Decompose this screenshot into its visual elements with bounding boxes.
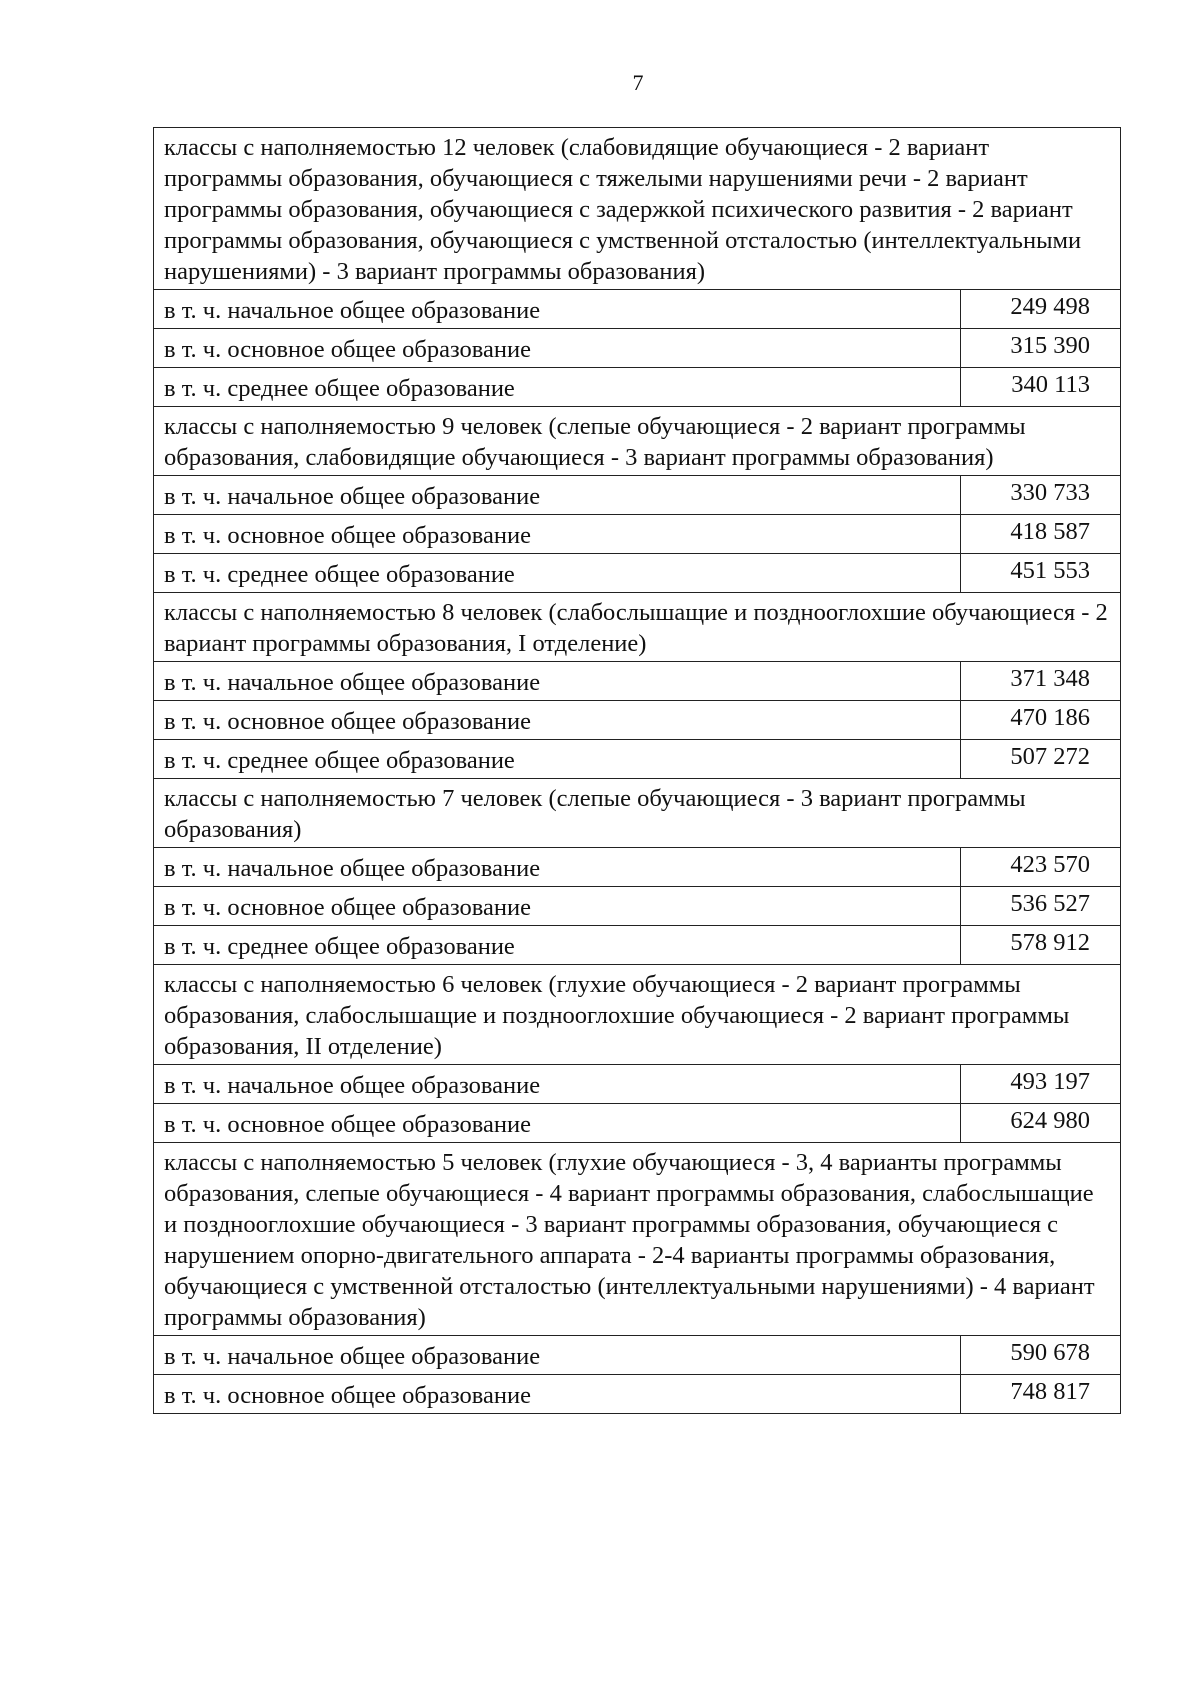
row-value: 536 527 <box>961 887 1121 926</box>
table-row <box>154 1065 1121 1104</box>
row-label: в т. ч. начальное общее образование <box>154 1336 961 1375</box>
table-row <box>154 662 1121 701</box>
group-header: классы с наполняемостью 7 человек (слепые обучающиеся - 3 вариант программы образования) <box>154 779 1121 848</box>
row-label: в т. ч. основное общее образование <box>154 1375 961 1414</box>
group-header: классы с наполняемостью 5 человек (глухие обучающиеся - 3, 4 варианты программы образования, слепые обучающиеся - 4 вариант программы образования, слабослышащие и позднооглохшие обучающиеся - 3 вариант программы образования, обучающиеся с нарушением опорно-двигательного аппарата - 2-4 варианты программы образования, обучающиеся с умственной отсталостью (интеллектуальными нарушениями) - 4 вариант программы образования) <box>154 1143 1121 1336</box>
group-header-row <box>154 965 1121 1065</box>
row-label: в т. ч. среднее общее образование <box>154 740 961 779</box>
table-row <box>154 476 1121 515</box>
row-value: 451 553 <box>961 554 1121 593</box>
row-label: в т. ч. основное общее образование <box>154 1104 961 1143</box>
row-label: в т. ч. начальное общее образование <box>154 848 961 887</box>
row-label: в т. ч. основное общее образование <box>154 515 961 554</box>
table-row <box>154 1375 1121 1414</box>
row-label: в т. ч. среднее общее образование <box>154 554 961 593</box>
table-row <box>154 515 1121 554</box>
row-value: 507 272 <box>961 740 1121 779</box>
table-row <box>154 926 1121 965</box>
row-value: 624 980 <box>961 1104 1121 1143</box>
row-value: 340 113 <box>961 368 1121 407</box>
table-row <box>154 290 1121 329</box>
row-label: в т. ч. начальное общее образование <box>154 1065 961 1104</box>
row-value: 418 587 <box>961 515 1121 554</box>
row-value: 315 390 <box>961 329 1121 368</box>
table-row <box>154 740 1121 779</box>
group-header: классы с наполняемостью 6 человек (глухие обучающиеся - 2 вариант программы образования, слабослышащие и позднооглохшие обучающиеся - 2 вариант программы образования, II отделение) <box>154 965 1121 1065</box>
row-label: в т. ч. основное общее образование <box>154 329 961 368</box>
group-header: классы с наполняемостью 8 человек (слабослышащие и позднооглохшие обучающиеся - 2 вариант программы образования, I отделение) <box>154 593 1121 662</box>
row-value: 748 817 <box>961 1375 1121 1414</box>
row-label: в т. ч. основное общее образование <box>154 701 961 740</box>
table-row <box>154 554 1121 593</box>
row-value: 590 678 <box>961 1336 1121 1375</box>
group-header-row <box>154 593 1121 662</box>
row-value: 493 197 <box>961 1065 1121 1104</box>
table-row <box>154 1336 1121 1375</box>
row-label: в т. ч. среднее общее образование <box>154 368 961 407</box>
row-label: в т. ч. основное общее образование <box>154 887 961 926</box>
table-row <box>154 701 1121 740</box>
table-row <box>154 368 1121 407</box>
row-label: в т. ч. среднее общее образование <box>154 926 961 965</box>
row-value: 371 348 <box>961 662 1121 701</box>
group-header-row <box>154 407 1121 476</box>
row-value: 423 570 <box>961 848 1121 887</box>
table-row <box>154 887 1121 926</box>
group-header-row <box>154 1143 1121 1336</box>
group-header: классы с наполняемостью 12 человек (слабовидящие обучающиеся - 2 вариант программы образования, обучающиеся с тяжелыми нарушениями речи - 2 вариант программы образования, обучающиеся с задержкой психического развития - 2 вариант программы образования, обучающиеся с умственной отсталостью (интеллектуальными нарушениями) - 3 вариант программы образования) <box>154 128 1121 290</box>
group-header: классы с наполняемостью 9 человек (слепые обучающиеся - 2 вариант программы образования, слабовидящие обучающиеся - 3 вариант программы образования) <box>154 407 1121 476</box>
row-value: 249 498 <box>961 290 1121 329</box>
row-value: 470 186 <box>961 701 1121 740</box>
row-value: 330 733 <box>961 476 1121 515</box>
table-row <box>154 329 1121 368</box>
page-number: 7 <box>632 70 644 95</box>
cost-table <box>153 127 1121 1414</box>
group-header-row <box>154 779 1121 848</box>
table-row <box>154 848 1121 887</box>
row-value: 578 912 <box>961 926 1121 965</box>
row-label: в т. ч. начальное общее образование <box>154 290 961 329</box>
cost-table-body <box>154 128 1121 1414</box>
row-label: в т. ч. начальное общее образование <box>154 662 961 701</box>
table-row <box>154 1104 1121 1143</box>
group-header-row <box>154 128 1121 290</box>
row-label: в т. ч. начальное общее образование <box>154 476 961 515</box>
